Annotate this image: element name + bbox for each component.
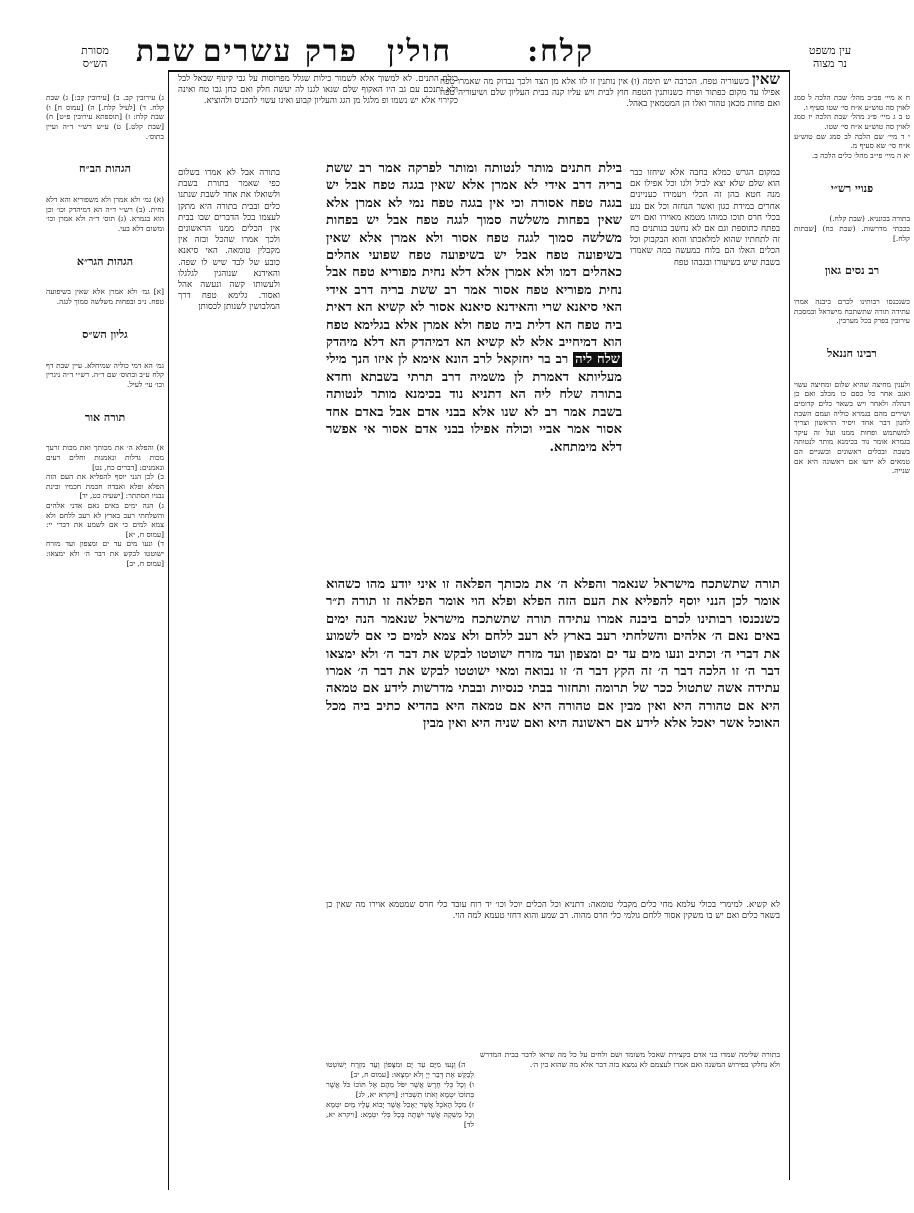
left-margin-rule	[168, 70, 169, 1190]
hagahot-habach-text: (א) גמ׳ ולא אמרן ולא משפוריא והא דלא נחית. (ב) רש״י ד״ה הא דמיהדק וכו׳ וכן הוא בגמרא. (ג) תוס׳ ד״ה ולא אמרן וכו׳ ומשום דלא בעי.	[43, 195, 164, 233]
gilyon-hashas-title: גליון הש״ס	[82, 327, 128, 341]
top-commentary-block	[440, 70, 780, 164]
header-rule	[168, 70, 790, 72]
rav-nissim-gaon-title: רב נסים גאון	[824, 264, 880, 278]
right-margin-column	[791, 74, 910, 1184]
main-gemara-text-continued	[326, 576, 780, 896]
main-text-part-2: רב בר יחזקאל לרב הונא אימא לן איזו הנך מילי מעליותא דאמרת לן משמיה דרב תרתי בשבתא וחדא בתורה שלח ליה הא דתניא נוד בכימנא מותר לנטותה בשבת אמר רב לא שנו אלא בבני אדם אבל באדם אחד אסור אמר אביי וכולה אפילו בבני אדם אסור אי אפשר דלא מימתחא.	[326, 352, 622, 455]
hagahot-habach-title: הגהות הב״ח	[79, 162, 131, 176]
gilyon-hashas-text: גמ׳ הא דמי כוליה שמיחלא. עיין שבת דף קלח ע״ב ובתוס׳ שם ד״ה. רש״י ד״ה ניגרין וכו׳ עי׳ לעיל.	[43, 360, 164, 389]
ein-mishpat-refs: ח א מיי׳ פכ״ב מהל׳ שבת הלכה ל סמג לאוין סה טוש״ע א״ח סי׳ שטו סעיף ו. ט ב ג מיי׳ פ״ג מהל׳ שבת הלכה יז סמג לאוין סה טוש״ע א״ח סי׳ שטו. י ד מיי׳ שם הלכה לב סמג שם טוש״ע א״ח סי׳ שא סעיף מ. יא ה מיי׳ פי״ב מהל׳ כלים הלכה ב.	[794, 93, 910, 160]
left-margin-column	[43, 74, 164, 1184]
main-gemara-text	[326, 160, 622, 570]
bottom-right-text: בתורה שלימה שמדו בני אדם בקצירת שאכל משומד ושם ולחים על כל מה שראו לדבר בבית המדרש ולא נחלקו בפירוש המשנה ואם אמרו לעצמם לא נמצא בזה דבר אלא מה שהוא בין ה׳.	[480, 1050, 780, 1069]
commentary-column-left	[178, 168, 280, 1168]
folio-number: קלח:	[527, 34, 594, 69]
page-header	[0, 30, 914, 68]
chapter-title: שבת	[136, 34, 196, 69]
bottom-commentary-text: לא קשיא. למימרי בכולי עלמא מחי כלים מקבלי טומאה: דתניא וכל הכלים יוכל וכו׳ יד רוח עובד כלי חרס שמטמא אוירו מה שאין כן בשאר כלים ואם יש בו משקין אסור ללחם גולמי כלי חרס מהוה. רב שמע והוא דחזי טעמא למה הוי.	[326, 900, 780, 922]
piyuvei-rashi-text: בתורה בכונניא. (שבת קלח.) בכבתי מדרשות. (שבת כח) [שבתות קלח.]	[794, 214, 910, 243]
piyuvei-rashi-title: פנויי רש״י	[830, 181, 874, 195]
main-text-part-1: בילת חתנים מותר לנטותה ומותר לפרקה אמר רב ששת בריה דרב אידי לא אמרן אלא שאין בגגה טפח אבל יש בגגה טפח אסורה וכי אין בגגה טפח נמי לא אמרן אלא שאין בפחות משלשה סמוך לגגה טפח אבל יש בפחות משלשה סמוך לגגה טפח אסור ולא אמרן אלא שאין בשיפועה טפח אבל יש בשיפועה טפח שפועי אהלים כאהלים דמו ולא אמרן אלא דלא נחית מפוריא טפח אבל נחית מפוריא טפח אסור אמר רב ששת בריה דרב אידי האי סיאנא שרי והאידנא סיאנא אסור לא קשיא הא דאית ביה טפח הא דלית ביה טפח ולא אמרן אלא בגלימא טפח הוא דמיחייב אלא לא קשיא הא דמיהדק הא דלא מיהדק	[326, 161, 622, 351]
chapter-name: פרק עשרים	[202, 34, 358, 69]
top-opening-word: שאין	[751, 70, 780, 88]
bottom-commentary	[326, 900, 780, 1050]
torah-or-title: תורה אור	[84, 410, 126, 424]
bottom-right-strip	[480, 1050, 780, 1190]
torah-or-text: א) והפלא ה׳ את מכותך ואת מכות זרעך מכות גדלות ונאמנות וחלים רעים ונאמנים: [דברים כח, נט] ב) לכן הנני יוסף להפליא את העם הזה הפלא ופלא ואבדה חכמת חכמיו ובינת נבניו תסתתר: [ישעיה כט, יד] ג) הנה ימים באים נאם אדני אלהים והשלחתי רעב בארץ לא רעב ללחם ולא צמא למים כי אם לשמע את דברי יי: [עמוס ח, יא] ד) ונעו מים עד ים ומצפון ועד מזרח ישוטטו לבקש את דבר ה׳ ולא ימצאו: [עמוס ח, יב]	[46, 443, 164, 568]
ein-mishpat-label: עין משפט נר מצוה	[808, 44, 852, 70]
hagahot-hagra-title: הגהות הגר״א	[76, 254, 134, 268]
upper-left-text: בילת התנים. לא למשוך אלא לשמור כילות שגלל מפרוסות על גבי קינוף שבאל לבל ולא יתנכם עם גב היו האקוף שלם שנאו לגנו לה יעשה חלק ואם כחן גבו טח ואינה כקירוי אלא יש נשמו ופ מלגל מן הגג והעליון קבוע ואינו עשוי להכניס ולהוציא.	[178, 74, 458, 107]
rabbeinu-chananel-text: ולענין מחיצה שהיא שלום ומחיצה עשוי ואגב אחר כל כסם כו מכלב ואם כן דנהלה ולאחר ויש בשאר כלים קדומים ושירים מהם בגמרא כוליה ועמם השבת לחנון דבר אחד ויסיר הראשון וצריך למשתמש ופחות ממנו ועל זה עיקר בגמרא אומר נוד בכימנא מותר לנטותה בשבת ובכלים ראשונים ובשניים הם טמאים לא ידעו אם ראשונה היא אם שנייה.	[791, 379, 910, 476]
rav-nissim-gaon-text: כשנכנסו רבותינו לכרם ביבנה אמרו עתידה תורה שתשתכח מישראל ובמסכת עירובין בפרק בכל מערבין.	[791, 297, 910, 326]
highlighted-phrase: שלח ליה	[575, 352, 620, 368]
rashi-right-text: במקום הגרש כמלא בחבה אלא שיחזו כבר הוא שלם שלא יצא לביל ולגו וכל אפילו אם מנה חטא בהן זה הכלי ויעמידו כעניינים אחרים במידת כגון ואשר הנחזה וכל אם נגע בכלי חרס תוכו כמוהו מטמא מאוירו ואם ויש בפתח כתוספת וגם אם לא נחשב בנותנים כח זה לתחתיו שהוא למלאכתו והוא הבקבוק וכל הכלים האלו הם בלוח כמעשה במה שאמרו בשבת שיש בשיעורו ובגבהו טפח	[630, 168, 780, 268]
right-margin-rule	[789, 70, 790, 1180]
bottom-left-strip	[326, 1050, 474, 1190]
tractate-name: חולין	[387, 34, 452, 69]
rabbeinu-chananel-title: רבינו חננאל	[827, 347, 877, 361]
rashi-column-right	[630, 168, 780, 578]
top-commentary-text: בשעוריה טפח. הכרבה יש תימה (ו) אין נותנין זו לזו אלא מן הצד ולכך נבדוק מה שאמרו טפח אפילו עד מקום כפתור ופרח כשנותנין הטפח חוץ לבית ויש עליו קנה בבית העליון שלם ושיעוריה טפח ואם פחות מכאן טהור ואלו הן המטמאין באהל.	[440, 77, 780, 110]
hagahot-hagra-text: [א] גמ׳ ולא אמרן אלא שאין בשיפועה טפח. נ״ב ובפחות משלשה סמוך לגגה.	[43, 287, 164, 307]
bottom-left-text: ה) וְנָעוּ מִיָּם עַד יָם וּמִצָּפוֹן וְעַד מִזְרָח יְשׁוֹטְטוּ לְבַקֵּשׁ אֶת דְּבַר יְיָ וְלֹא יִמְצָאוּ: [עמוס ח, יב] ו) וְכָל כְּלִי חֶרֶשׂ אֲשֶׁר יִפֹּל מֵהֶם אֶל תּוֹכוֹ כֹּל אֲשֶׁר בְּתוֹכוֹ יִטְמָא וְאֹתוֹ תִשְׁבֹּרוּ: [ויקרא יא, לג] ז) מִכָּל הָאֹכֶל אֲשֶׁר יֵאָכֵל אֲשֶׁר יָבוֹא עָלָיו מַיִם יִטְמָא וְכָל מַשְׁקֶה אֲשֶׁר יִשָּׁתֶה בְּכָל כְּלִי יִטְמָא: [ויקרא יא, לד]	[326, 1060, 474, 1129]
rashi-left-text: בתורה אבל לא אמרו בשלום כפי שאמר בתורת בשבת ולשואלו את אחד לשבת שנתנו כלים ובבית בתורה היא מתקן לעצמו בכל הדברים שבו בבית אין הכלים ממנו הראשונים ולכך אמרו שהכל ובזה אין מקבלין טומאה. האי סיאנא כובע של לבד שיש לו שפה. והאידנא שנוהגין לגלגלו ולעשותו קשה ונעשה אהל ואסור. גלימא טפח דרך המלבושין לשנותן לכסותן	[178, 168, 280, 313]
masoret-hashas-label: מסורת הש״ס	[81, 44, 109, 70]
upper-left-commentary	[178, 74, 458, 164]
main-text-part-3: תורה שתשתכח מישראל שנאמר והפלא ה׳ את מכותך הפלאה זו איני יודע מהו כשהוא אומר לכן הנני יוסף להפליא את העם הזה הפלא ופלא הוי אומר הפלאה זו תורה ת״ר כשנכנסו רבותינו לכרם ביבנה אמרו עתידה תורה שתשתכח מישראל שנאמר הנה ימים באים נאם ה׳ אלהים והשלחתי רעב בארץ לא רעב ללחם ולא צמא למים כי אם לשמוע את דברי ה׳ וכתיב ונעו מים עד ים ומצפון ועד מזרח ישוטטו לבקש את דבר ה׳ ולא ימצאו דבר ה׳ זו הלכה דבר ה׳ זה הקץ דבר ה׳ זו נבואה ומאי ישוטטו לבקש את דבר ה׳ אמרו עתידה אשה שתטול ככר של תרומה ותחזור בבתי כנסיות ובבתי מדרשות לידע אם טמאה היא אם טהורה היא ואין מבין אם טהורה היא אם טמאה היא בהדיא כתיב ביה מכל האוכל אשר יאכל אלא לידע אם ראשונה היא ואם שניה היא ואין מבין	[326, 577, 780, 732]
masoret-refs: ג) עירובין קב. ב) [עירובין קב:] ג) שבת קלח. ד) [לעיל קלח.] ה) [עמוס ח] ו) שבת קלח: ז) [תוספתא עירובין פ״ט] ח) [שבת קלט.] ט) ע״ש רש״י ד״ה ועיין בתוס׳.	[43, 93, 164, 141]
